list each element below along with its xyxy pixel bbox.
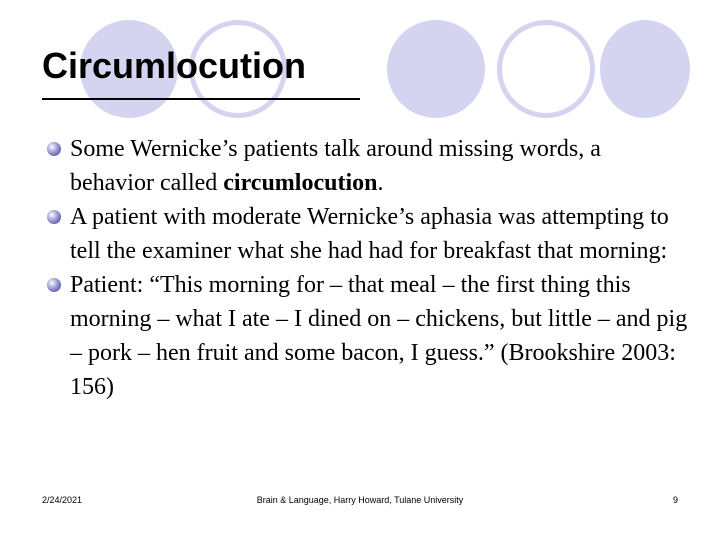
decorative-circle [387, 20, 485, 118]
bullet-item [42, 132, 690, 200]
footer-date: 2/24/2021 [42, 495, 83, 505]
slide-title: Circumlocution [42, 45, 307, 86]
bullet-icon [47, 210, 61, 224]
bullet-text: A patient with moderate Wernicke’s aphasia was attempting to tell the examiner what she had had for breakfast that morning: [70, 204, 669, 264]
bullet-text: Patient: “This morning for – that meal – the first thing this morning – what I ate – I dined on – chickens, but little – and pig – pork – hen fruit and some bacon, I guess.” (Brookshire 2003: 156) [70, 272, 688, 400]
bullet-text-run: . [377, 170, 384, 196]
bullet-icon [47, 278, 61, 292]
bullet-text [70, 132, 690, 200]
bullet-item [42, 268, 690, 404]
bullet-list [42, 132, 690, 404]
footer-course: Brain & Language, Harry Howard, Tulane University [256, 495, 464, 505]
bullet-icon [47, 142, 61, 156]
decorative-ring [497, 20, 595, 118]
footer-page-number: 9 [672, 495, 678, 505]
bullet-item [42, 200, 690, 268]
bullet-bold-term: circumlocution [223, 170, 378, 196]
title-underline [42, 98, 360, 100]
decorative-circle [600, 20, 690, 118]
bullet-text-run: Some Wernicke’s patients talk around missing words, a behavior called [70, 136, 601, 196]
